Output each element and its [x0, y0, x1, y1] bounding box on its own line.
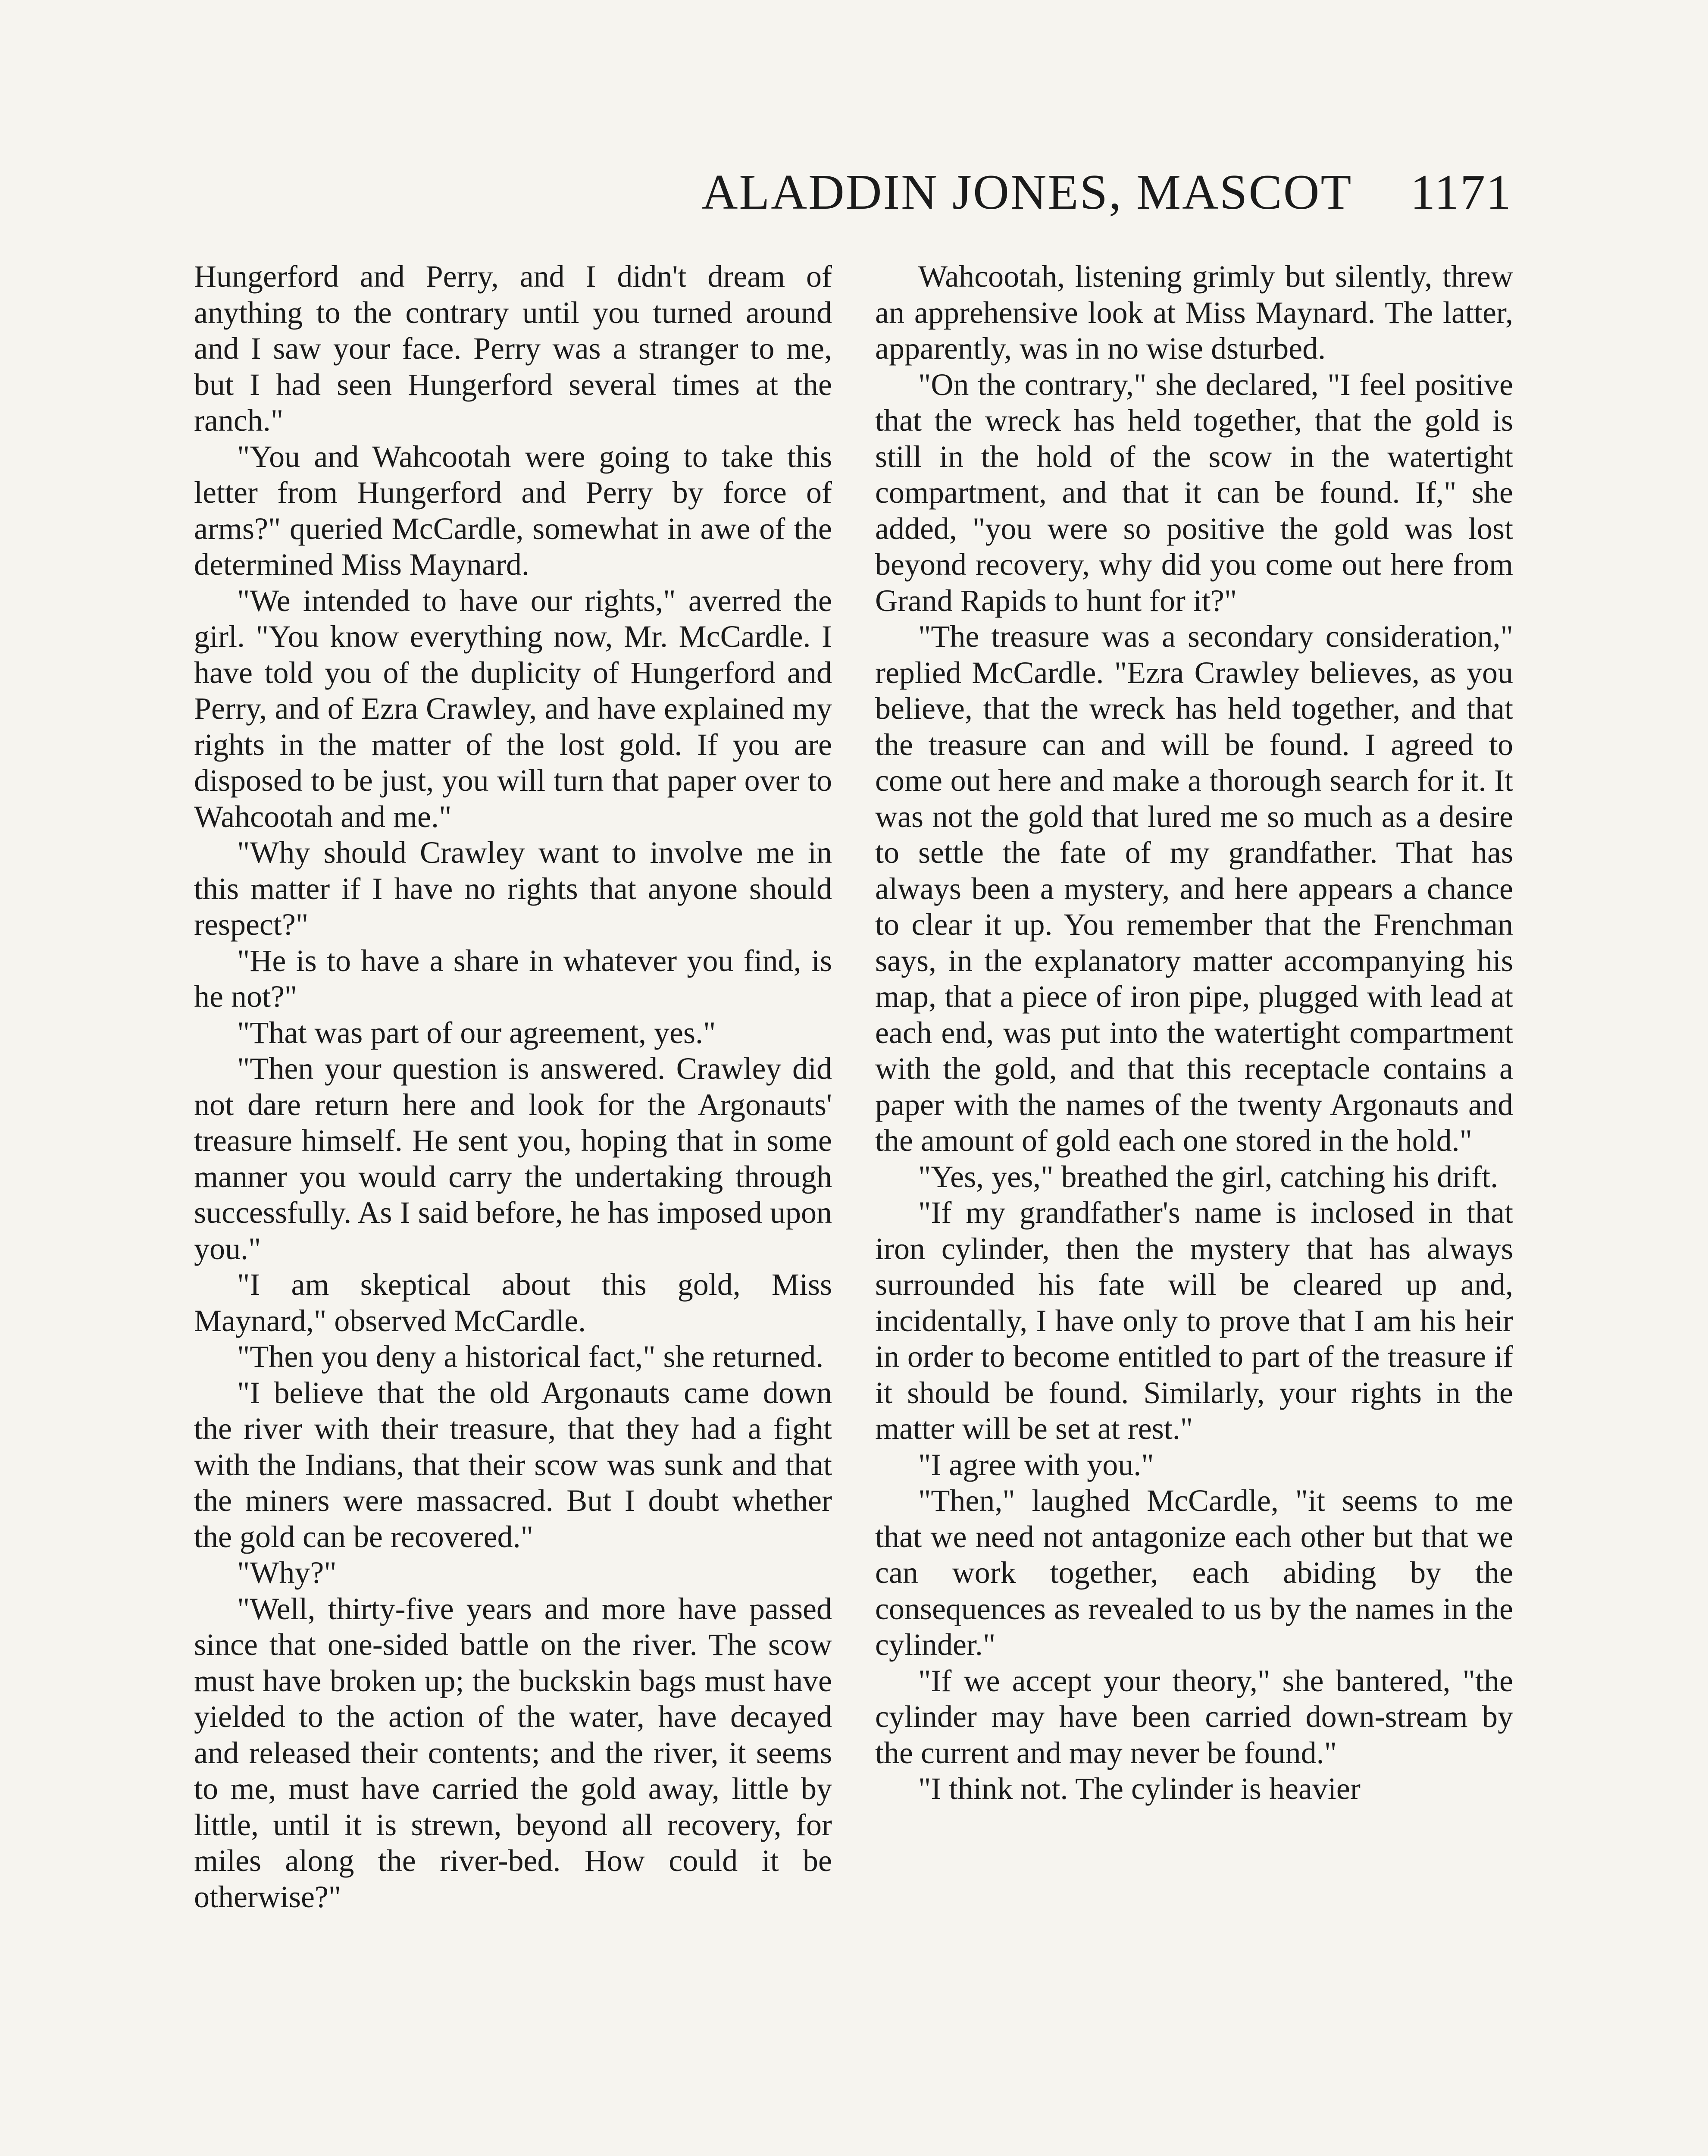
- paragraph: "I agree with you.": [918, 1447, 1154, 1482]
- paragraph: "Then your question is answered. Crawley did not dare return here and look for the Argonauts' treasure himself. He sent you, hoping that in some manner you would carry the undertaking through successfully. As I said before, he has imposed upon you.": [194, 1051, 832, 1266]
- paragraph: "Then you deny a historical fact," she returned.: [237, 1339, 824, 1374]
- paragraph: "If we accept your theory," she bantered, "the cylinder may have been carried down-stream by the current and may never be found.": [875, 1663, 1513, 1770]
- page-number: 1171: [1410, 165, 1512, 220]
- paragraph: Wahcootah, listening grimly but silently, threw an apprehensive look at Miss Maynard. The latter, apparently, was in no wise dsturbed.: [875, 259, 1513, 366]
- paragraph: "Why?": [237, 1555, 337, 1590]
- paragraph: "That was part of our agreement, yes.": [237, 1015, 716, 1050]
- paragraph: "You and Wahcootah were going to take this letter from Hungerford and Perry by force of arms?" queried McCardle, somewhat in awe of the determined Miss Maynard.: [194, 439, 832, 582]
- paragraph: "Yes, yes," breathed the girl, catching his drift.: [918, 1159, 1498, 1194]
- paragraph: "I am skeptical about this gold, Miss Maynard," observed McCardle.: [194, 1267, 832, 1338]
- paragraph: "The treasure was a secondary consideration," replied McCardle. "Ezra Crawley believes, as you believe, that the wreck has held together, and that the treasure can and will be found. I agreed to come out here and make a thorough search for it. It was not the gold that lured me so much as a desire to settle the fate of my grandfather. That has always been a mystery, and here appears a chance to clear it up. You remember that the Frenchman says, in the explanatory matter accompanying his map, that a piece of iron pipe, plugged with lead at each end, was put into the watertight compartment with the gold, and that this receptacle contains a paper with the names of the twenty Argonauts and the amount of gold each one stored in the hold.": [875, 619, 1513, 1158]
- paragraph: Hungerford and Perry, and I didn't dream of anything to the contrary until you turned around and I saw your face. Perry was a stranger to me, but I had seen Hungerford several times at the ranch.": [194, 259, 832, 438]
- paragraph: "Why should Crawley want to involve me in this matter if I have no rights that anyone should respect?": [194, 835, 832, 942]
- paragraph: "Then," laughed McCardle, "it seems to me that we need not antagonize each other but that we can work together, each abiding by the consequences as revealed to us by the names in the cylinder.": [875, 1483, 1513, 1662]
- paragraph: "Well, thirty-five years and more have passed since that one-sided battle on the river. The scow must have broken up; the buckskin bags must have yielded to the action of the water, have decayed and released their contents; and the river, it seems to me, must have carried the gold away, little by little, until it is strewn, beyond all recovery, for miles along the river-bed. How could it be otherwise?": [194, 1591, 832, 1914]
- paragraph: "I believe that the old Argonauts came down the river with their treasure, that they had a fight with the Indians, that their scow was sunk and that the miners were massacred. But I doubt whether the gold can be recovered.": [194, 1375, 832, 1554]
- paragraph: "If my grandfather's name is inclosed in that iron cylinder, then the mystery that has always surrounded his fate will be cleared up and, incidentally, I have only to prove that I am his heir in order to become entitled to part of the treasure if it should be found. Similarly, your rights in the matter will be set at rest.": [875, 1195, 1513, 1446]
- paragraph: "He is to have a share in whatever you find, is he not?": [194, 943, 832, 1014]
- right-text-column: [875, 259, 1513, 2156]
- paragraph: "On the contrary," she declared, "I feel positive that the wreck has held together, that the gold is still in the hold of the scow in the watertight compartment, and that it can be found. If," she added, "you were so positive the gold was lost beyond recovery, why did you come out here from Grand Rapids to hunt for it?": [875, 367, 1513, 618]
- paragraph: "I think not. The cylinder is heavier: [918, 1771, 1361, 1806]
- left-text-column: [194, 259, 832, 2156]
- paragraph: "We intended to have our rights," averred the girl. "You know everything now, Mr. McCardle. I have told you of the duplicity of Hungerford and Perry, and of Ezra Crawley, and have explained my rights in the matter of the lost gold. If you are disposed to be just, you will turn that paper over to Wahcootah and me.": [194, 583, 832, 834]
- running-head-title: ALADDIN JONES, MASCOT: [701, 165, 1353, 220]
